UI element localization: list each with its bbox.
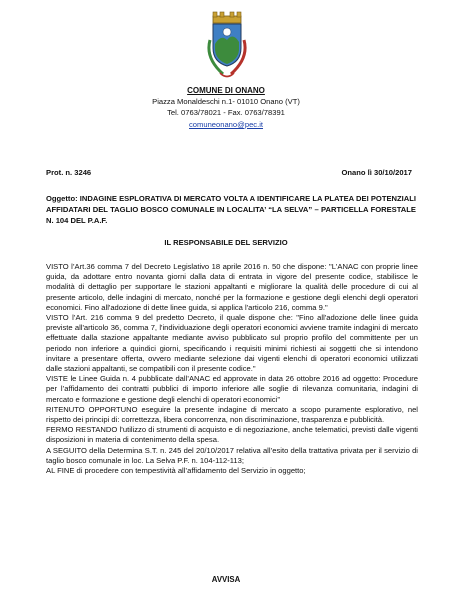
paragraph-viste-linee-guida: VISTE le Linee Guida n. 4 pubblicate dall’ANAC ed approvate in data 26 ottobre 2016 ad oggetto: Procedure per l’affidamento dei contratti pubblici di importo inferiore alle soglie di rilevanza comunitaria, indagini di mercato e formazione e gestione degli elenchi di operatori economici”: [46, 374, 418, 404]
municipality-email-link[interactable]: comuneonano@pec.it: [189, 120, 263, 129]
paragraph-fermo-restando: FERMO RESTANDO l’utilizzo di strumenti di acquisto e di negoziazione, anche telematici, previsti dalle vigenti disposizioni in materia di contenimento della spesa.: [46, 425, 418, 445]
paragraph-al-fine: AL FINE di procedere con tempestività all’affidamento del Servizio in oggetto;: [46, 466, 306, 476]
municipality-address: Piazza Monaldeschi n.1- 01010 Onano (VT): [152, 97, 300, 106]
paragraph-ritenuto-opportuno: RITENUTO OPPORTUNO eseguire la presente indagine di mercato a scopo puramente esplorativo, nel rispetto dei principi di: correttezza, libera concorrenza, non discriminazione, trasparenza e pubblicità.: [46, 404, 418, 425]
paragraph-a-seguito: A SEGUITO della Determina S.T. n. 245 del 20/10/2017 relativa all’esito della trattativa privata per il servizio di taglio bosco comunale in loc. La Selva P.F. n. 104-112-113;: [46, 445, 418, 465]
municipal-coat-of-arms-icon: [204, 10, 250, 82]
closing-heading: AVVISA: [211, 575, 241, 584]
paragraph-visto-art36: VISTO l’Art.36 comma 7 del Decreto Legislativo 18 aprile 2016 n. 50 che dispone: "L'ANAC con proprie linee guida, da adottare entro novanta giorni dalla data di entrata in vigore del presente codice, stabilisce le modalità di dettaglio per supportare le stazioni appaltanti e migliorare la qualità delle procedure di cui al presente articolo, delle indagini di mercato, nonché per la formazione e gestione degli elenchi degli operatori economici. Fino all'adozione di dette linee guida, si applica l'articolo 216, comma 9.": [46, 262, 418, 312]
document-body: [46, 262, 418, 476]
paragraph-visto-art216: VISTO l’Art. 216 comma 9 del predetto Decreto, il quale dispone che: "Fino all'adozione delle linee guida previste all'articolo 36, comma 7, l'individuazione degli operatori economici avviene tramite indagini di mercato effettuate dalla stazione appaltante mediante avviso pubblicato sul proprio profilo del committente per un periodo non inferiore a quindici giorni, specificando i requisiti minimi richiesti ai soggetti che si intendono invitare a presentare offerta, ovvero mediante selezione dai vigenti elenchi di operatori economici utilizzati dalle stazioni appaltanti, se compatibili con il presente codice.": [46, 313, 418, 374]
subject-line: Oggetto: INDAGINE ESPLORATIVA DI MERCATO VOLTA A IDENTIFICARE LA PLATEA DEI POTENZIALI AFFIDATARI DEL TAGLIO BOSCO COMUNALE IN LOCALITA’ “LA SELVA” – PARTICELLA FORESTALE N. 104 DEL P.A.F.: [46, 194, 416, 225]
place-date: Onano lì 30/10/2017: [341, 168, 412, 177]
section-title: IL RESPONSABILE DEL SERVIZIO: [164, 238, 288, 247]
municipality-phone-fax: Tel. 0763/78021 - Fax. 0763/78391: [167, 108, 285, 117]
municipality-name: COMUNE DI ONANO: [187, 86, 265, 95]
protocol-number: Prot. n. 3246: [46, 168, 92, 177]
